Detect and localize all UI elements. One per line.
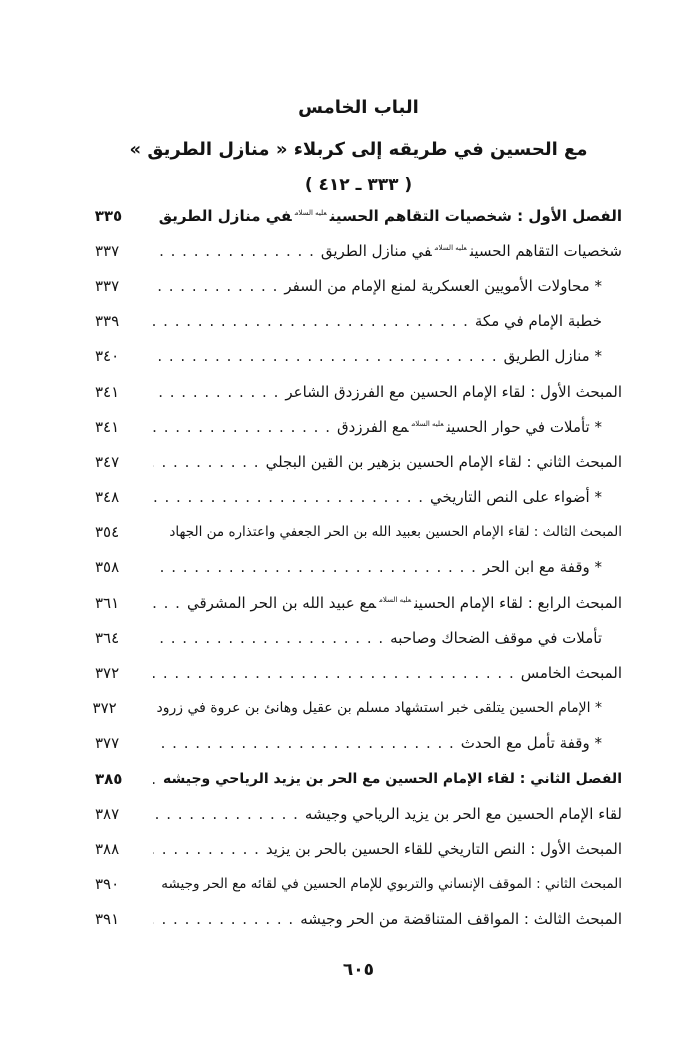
- toc-page-number: ٣٤٨: [95, 488, 120, 507]
- toc-entry-text: * تأملات في حوار الحسين: [446, 417, 602, 436]
- toc-entry-text: شخصيات التقاهم الحسين: [469, 241, 622, 260]
- toc-entry: [95, 796, 622, 831]
- section-subtitle: مع الحسين في طريقه إلى كربلاء « منازل الطريق »: [129, 139, 588, 160]
- toc-entry: [95, 655, 622, 690]
- toc-entry-title: [169, 524, 622, 540]
- dot-leader: [153, 383, 279, 401]
- section-page-range: ( ٣٣٣ ـ ٤١٢ ): [304, 175, 413, 195]
- dot-leader: [153, 734, 455, 752]
- toc-entry: [95, 867, 622, 902]
- toc-page-number: ٣٥٨: [95, 558, 120, 577]
- toc-entry-title: [163, 771, 622, 787]
- toc-entry-title: [504, 347, 602, 365]
- toc-page-number: ٣٤٧: [95, 452, 120, 471]
- toc-entry-text-after: في منازل الطريق: [320, 241, 432, 260]
- toc-entry: [95, 515, 622, 550]
- toc-entry: [95, 550, 622, 585]
- toc-entry-text: * وقفة مع ابن الحر: [482, 558, 602, 577]
- toc-entry: [95, 233, 622, 268]
- toc-entry-title: [187, 594, 622, 612]
- toc-entry-title: [285, 383, 622, 401]
- toc-page-number: ٣٣٧: [95, 241, 120, 260]
- toc-page-number: ٣٤٠: [95, 347, 120, 366]
- toc-page-number: ٣٩٠: [95, 875, 120, 894]
- toc-entry-title: [483, 558, 602, 576]
- toc-entry: [95, 726, 622, 761]
- toc-entry-text: المبحث الثالث : المواقف المتناقضة من الحر وجيشه: [300, 910, 622, 929]
- toc-page-number: ٣٤١: [95, 417, 120, 436]
- toc-entry-text: المبحث الأول : لقاء الإمام الحسين مع الفرزدق الشاعر: [285, 382, 622, 401]
- honorific-mark: عليه السلام: [294, 208, 327, 217]
- dot-leader: [153, 664, 515, 682]
- dot-leader: [153, 805, 299, 823]
- dot-leader: [153, 277, 278, 295]
- toc-entry: [95, 304, 622, 339]
- toc-page-number: ٣٨٧: [95, 804, 120, 823]
- toc-page-number: ٣٦١: [95, 593, 120, 612]
- toc-entry: [95, 761, 622, 796]
- dot-leader: [153, 594, 181, 612]
- toc-entry-title: [300, 910, 622, 928]
- dot-leader: [153, 488, 424, 506]
- toc-entry-text-after: مع عبيد الله بن الحر المشرقي: [186, 593, 377, 612]
- toc-entry-text: * منازل الطريق: [503, 347, 602, 366]
- dot-leader: [153, 453, 260, 471]
- toc-entry-title: [305, 805, 622, 823]
- toc-entry: [95, 620, 622, 655]
- toc-entry-text-after: مع الفرزدق: [336, 417, 409, 436]
- toc-entry-text: المبحث الخامس: [520, 664, 622, 683]
- toc-entry-text: المبحث الثالث : لقاء الإمام الحسين بعبيد الله بن الحر الجعفي واعتذاره من الجهاد: [169, 524, 622, 541]
- toc-page-number: ٣٨٥: [95, 769, 123, 788]
- toc-entry-title: [521, 664, 622, 682]
- toc-page-number: ٣٧٧: [95, 734, 120, 753]
- toc-page-number: ٣٧٢: [95, 664, 120, 683]
- toc-page-number: ٣٧٢: [92, 699, 117, 718]
- section-title: الباب الخامس: [298, 97, 419, 118]
- toc-entry-text: تأملات في موقف الضحاك وصاحبه: [390, 628, 602, 647]
- toc-entry-text: الفصل الأول : شخصيات التقاهم الحسين: [329, 206, 622, 225]
- toc-entry-title: [321, 242, 622, 260]
- toc-page-number: ٣٦٤: [95, 628, 120, 647]
- toc-entry-title: [284, 277, 602, 295]
- page-number: ٦٠٥: [342, 960, 375, 980]
- toc-page-number: ٣٣٩: [95, 312, 120, 331]
- toc-entry-title: [161, 876, 622, 892]
- toc-page-number: ٣٤١: [95, 382, 120, 401]
- toc-page-number: ٣٣٥: [94, 206, 123, 225]
- toc-entry-text: خطبة الإمام في مكة: [474, 312, 602, 331]
- dot-leader: [153, 418, 331, 436]
- toc-page-number: ٣٥٤: [95, 523, 120, 542]
- toc-entry: [95, 444, 622, 479]
- toc-entry-text: المبحث الثاني : الموقف الإنساني والتربوي للإمام الحسين في لقائه مع الحر وجيشه: [161, 876, 622, 893]
- honorific-mark: عليه السلام: [434, 243, 467, 252]
- dot-leader: [153, 242, 315, 260]
- toc-entry-text-after: في منازل الطريق: [158, 206, 292, 225]
- dot-leader: [153, 558, 477, 576]
- dot-leader: [153, 312, 469, 330]
- toc-entry-title: [266, 840, 622, 858]
- toc-entry-text: * أضواء على النص التاريخي: [430, 488, 602, 507]
- toc-entry-title: [430, 488, 602, 506]
- dot-leader: [153, 770, 157, 788]
- toc-entry-text: المبحث الرابع : لقاء الإمام الحسين: [414, 593, 622, 612]
- toc-entry: [95, 480, 622, 515]
- toc-entry-title: [159, 207, 622, 225]
- toc-entry-title: [461, 734, 602, 752]
- toc-entry-text: * الإمام الحسين يتلقى خبر استشهاد مسلم بن عقيل وهانئ بن عروة في زرود: [156, 700, 602, 717]
- toc-entry: [92, 691, 622, 726]
- toc-entry-title: [266, 453, 622, 471]
- honorific-mark: عليه السلام: [379, 595, 412, 604]
- toc-entry-title: [390, 629, 602, 647]
- dot-leader: [153, 347, 498, 365]
- toc-entry-title: [475, 312, 602, 330]
- toc-entry: [95, 268, 622, 303]
- toc-entry: [95, 831, 622, 866]
- toc-page-number: ٣٣٧: [95, 276, 120, 295]
- toc-entry: [95, 374, 622, 409]
- toc-page-number: ٣٩١: [95, 910, 120, 929]
- toc-entry-text: الفصل الثاني : لقاء الإمام الحسين مع الحر بن يزيد الرياحي وجيشه: [163, 770, 622, 787]
- toc-entry: [95, 339, 622, 374]
- toc-entry: [95, 585, 622, 620]
- table-of-contents: [92, 198, 622, 937]
- toc-entry-title: [157, 700, 602, 716]
- dot-leader: [153, 840, 260, 858]
- toc-entry-text: * وقفة تأمل مع الحدث: [460, 734, 602, 753]
- toc-entry-text: * محاولات الأمويين العسكرية لمنع الإمام من السفر: [284, 276, 602, 295]
- dot-leader: [153, 629, 384, 647]
- toc-entry-title: [337, 418, 602, 436]
- toc-entry: [95, 902, 622, 937]
- toc-page-number: ٣٨٨: [95, 839, 120, 858]
- dot-leader: [153, 910, 294, 928]
- toc-entry-text: لقاء الإمام الحسين مع الحر بن يزيد الرياحي وجيشه: [304, 804, 622, 823]
- toc-entry-text: المبحث الأول : النص التاريخي للقاء الحسين بالحر بن يزيد: [265, 839, 622, 858]
- toc-entry: [95, 198, 622, 233]
- toc-entry: [95, 409, 622, 444]
- toc-entry-text: المبحث الثاني : لقاء الإمام الحسين بزهير بن القين البجلي: [265, 452, 622, 471]
- honorific-mark: عليه السلام: [411, 419, 444, 428]
